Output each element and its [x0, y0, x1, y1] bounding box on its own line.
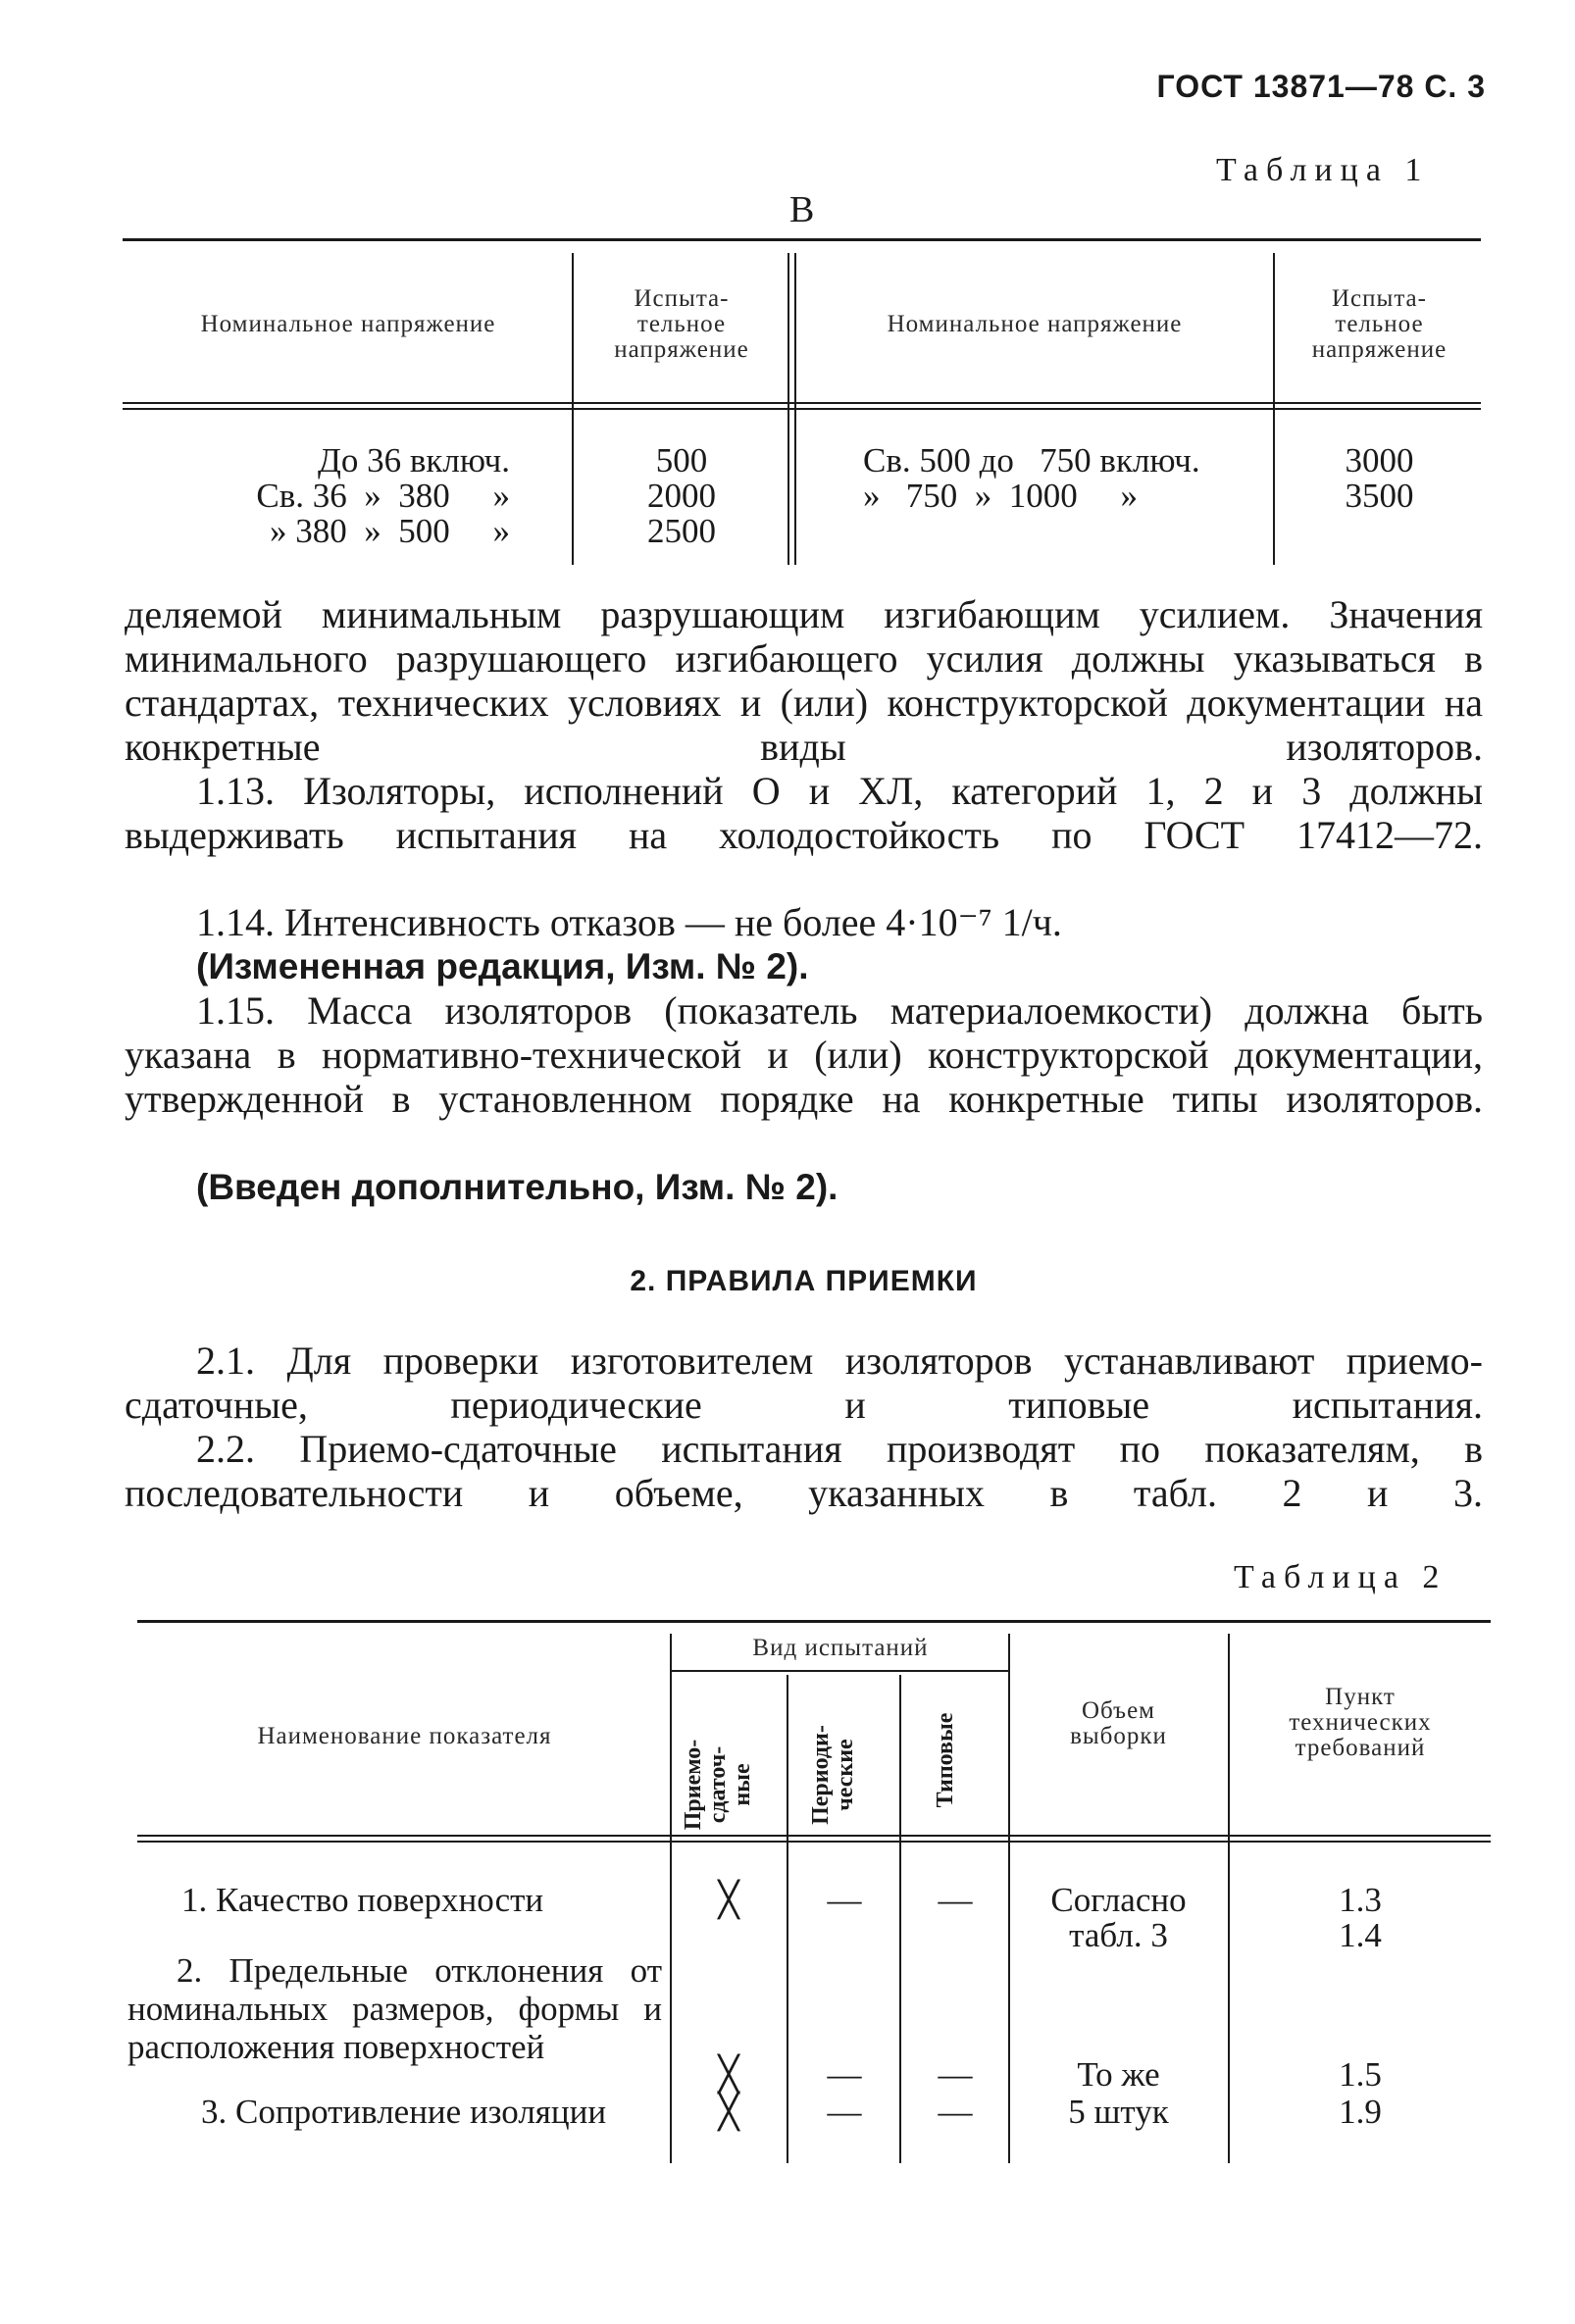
- table2-header-type: Типовые: [933, 1712, 958, 1808]
- table2-row2-acceptance: ╳: [718, 2055, 739, 2094]
- table2-row3-acceptance: ╳: [718, 2093, 739, 2131]
- table2-row1-type: —: [938, 1881, 973, 1919]
- table2-row2-volume: То же: [1077, 2055, 1160, 2094]
- page-header: ГОСТ 13871—78 С. 3: [1156, 69, 1486, 104]
- table2-row3-type: —: [938, 2093, 973, 2131]
- table2-row1-acceptance: ╳: [718, 1881, 739, 1919]
- table2-row3-periodic: —: [827, 2093, 862, 2131]
- paragraph-2-1: 2.1. Для проверки изготовителем изоляторов устанавливают приемо-сдаточные, периодические и типовые испытания.: [125, 1339, 1483, 1427]
- paragraph-1-13: 1.13. Изоляторы, исполнений О и ХЛ, категорий 1, 2 и 3 должны выдерживать испытания на холодостойкость по ГОСТ 17412—72.: [125, 769, 1483, 857]
- table1-divider: [794, 253, 796, 565]
- paragraph-1-14-note: (Измененная редакция, Изм. № 2).: [196, 946, 809, 986]
- table2-row2-name: 2. Предельные отклонения от номинальных размеров, формы и расположения поверхностей: [127, 1951, 662, 2066]
- table1-header-test-voltage: Испыта- тельное напряжение: [614, 285, 749, 363]
- table1-divider: [788, 253, 789, 565]
- table1-cell-test-voltage: 500 2000 2500: [647, 441, 716, 550]
- table2-row2-type: —: [938, 2055, 973, 2094]
- table2-row3-clause: 1.9: [1339, 2093, 1382, 2131]
- section-title: 2. ПРАВИЛА ПРИЕМКИ: [630, 1265, 978, 1297]
- table2-row1-name: 1. Качество поверхности: [181, 1881, 544, 1919]
- table2-caption: Таблица 2: [1234, 1559, 1448, 1595]
- table1-header-test-voltage: Испыта- тельное напряжение: [1311, 285, 1448, 363]
- table2-row1-periodic: —: [827, 1881, 862, 1919]
- table1-header-rule-2: [123, 408, 1481, 410]
- paragraph-1-15-note: (Введен дополнительно, Изм. № 2).: [196, 1167, 838, 1207]
- table2-row1-volume: Согласно табл. 3: [1050, 1881, 1187, 1954]
- table2-header-volume: Объем выборки: [1070, 1697, 1167, 1749]
- table2-divider: [1228, 1634, 1230, 2163]
- table2-header-acceptance: Приемо- сдаточ- ные: [681, 1739, 755, 1831]
- table1-cell-test-voltage: 3000 3500: [1345, 441, 1414, 515]
- paragraph-2-2: 2.2. Приемо-сдаточные испытания производят по показателям, в последовательности и объеме, указанных в табл. 2 и 3.: [125, 1427, 1483, 1515]
- table1-header-voltage: Номинальное напряжение: [887, 311, 1183, 337]
- table2-row2-periodic: —: [827, 2055, 862, 2094]
- table1-letter: В: [789, 189, 815, 230]
- table1-caption: Таблица 1: [1216, 152, 1430, 188]
- table1-header-voltage: Номинальное напряжение: [200, 311, 496, 337]
- table2-divider: [1008, 1634, 1010, 2163]
- paragraph-1-12-cont: деляемой минимальным разрушающим изгибающим усилием. Значения минимального разрушающего изгибающего усилия должны указываться в стандартах, технических условиях и (или) конструкторской документации на конкретные виды изоляторов.: [125, 592, 1483, 769]
- table1-cell-voltage: До 36 включ. Св. 36 » 380 » » 380 » 500 »: [256, 441, 510, 550]
- table2-row2-clause: 1.5: [1339, 2055, 1382, 2094]
- table2-header-clause: Пункт технических требований: [1289, 1684, 1432, 1761]
- table2-top-rule: [137, 1620, 1491, 1623]
- table2-header-name: Наименование показателя: [257, 1723, 552, 1749]
- table1-header-rule: [123, 402, 1481, 404]
- paragraph-1-14: 1.14. Интенсивность отказов — не более 4·10⁻⁷ 1/ч.: [196, 900, 1062, 944]
- table2-header-periodic: Периоди- ческие: [808, 1725, 858, 1825]
- paragraph-1-15: 1.15. Масса изоляторов (показатель материалоемкости) должна быть указана в нормативно-технической и (или) конструкторской документации, утвержденной в установленном порядке на конкретные типы изоляторов.: [125, 988, 1483, 1121]
- table1-top-rule: [123, 238, 1481, 241]
- table2-row1-clause: 1.3 1.4: [1339, 1881, 1382, 1954]
- table1-divider: [1273, 253, 1275, 565]
- table2-row3-volume: 5 штук: [1068, 2093, 1169, 2131]
- table2-divider: [899, 1675, 901, 2163]
- table1-cell-voltage: Св. 500 до 750 включ. » 750 » 1000 »: [863, 441, 1200, 515]
- table2-divider: [787, 1675, 788, 2163]
- table2-header-group: Вид испытаний: [752, 1635, 929, 1661]
- table2-divider: [670, 1634, 672, 2163]
- table1-divider: [572, 253, 574, 565]
- table2-row3-name: 3. Сопротивление изоляции: [201, 2093, 607, 2131]
